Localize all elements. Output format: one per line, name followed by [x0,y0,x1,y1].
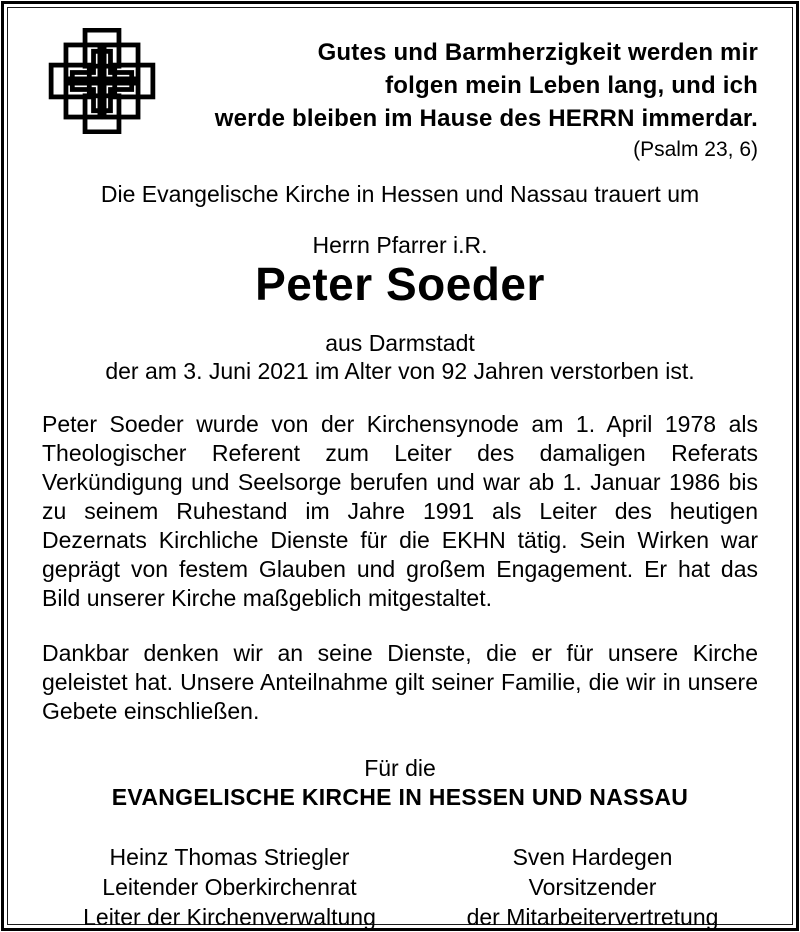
closing-for-line: Für die [364,755,436,781]
deceased-origin-line: aus Darmstadt [325,330,475,356]
quote-line-1: Gutes und Barmherzigkeit werden mir [317,39,758,66]
signature-left-role-1: Leitender Oberkirchenrat [102,874,357,900]
condolence-paragraph: Dankbar denken wir an seine Dienste, die er für unsere Kirche geleistet hat. Unsere Anteilnahme gilt seiner Familie, die wir in unsere Gebete einschließen. [42,640,758,724]
signature-right-role-2: der Mitarbeitervertretung [466,904,719,930]
mourning-intro-line: Die Evangelische Kirche in Hessen und Nassau trauert um [100,181,700,207]
signatures-row [42,842,758,932]
signature-left-name: Heinz Thomas Striegler [109,844,350,870]
psalm-quote-block [158,36,758,164]
biography-paragraph: Peter Soeder wurde von der Kirchensynode am 1. April 1978 als Theologischer Referent zum Leiter des damaligen Referats Verkündigung und Seelsorge berufen und war ab 1. Januar 1986 bis zu seinem Ruhestand im Jahre 1991 als Leiter des heutigen Dezernats Kirchliche Dienste für die EKHN tätig. Sein Wirken war geprägt von festem Glauben und großem Engagement. Er hat das Bild unserer Kirche maßgeblich mitgestaltet. [42,411,758,611]
signature-right-name: Sven Hardegen [512,844,673,870]
signature-right [427,842,758,932]
signature-left-role-2: Leiter der Kirchenverwaltung [83,904,376,930]
closing-organization-line: EVANGELISCHE KIRCHE IN HESSEN UND NASSAU [111,784,689,810]
quote-source: (Psalm 23, 6) [633,138,758,161]
obituary-inner-border [7,7,793,930]
obituary-outer-border [1,1,799,931]
deceased-name: Peter Soeder [255,258,545,310]
ekhn-interlocked-cross-icon [46,28,158,134]
deceased-death-line: der am 3. Juni 2021 im Alter von 92 Jahren verstorben ist. [105,358,695,384]
header-row [42,28,758,164]
quote-line-2: folgen mein Leben lang, und ich [385,72,758,99]
signature-left [64,842,395,932]
signature-right-role-1: Vorsitzender [528,874,657,900]
deceased-title-line: Herrn Pfarrer i.R. [312,232,488,258]
quote-line-3: werde bleiben im Hause des HERRN immerdar. [214,105,758,132]
